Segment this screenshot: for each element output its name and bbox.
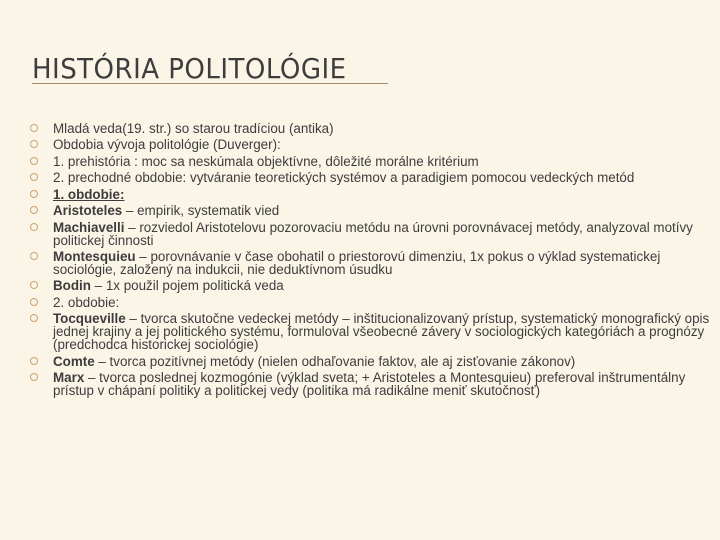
bullet-item xyxy=(30,294,710,310)
bullet-term: Machiavelli xyxy=(53,219,125,235)
bullet-icon xyxy=(30,281,38,289)
bullet-item xyxy=(30,313,710,351)
bullet-icon xyxy=(30,157,38,165)
bullet-item xyxy=(30,353,710,369)
bullet-item xyxy=(30,123,710,136)
title-underline xyxy=(32,83,388,84)
bullet-item xyxy=(30,280,710,293)
bullet-text: – 1x použil pojem politická veda xyxy=(90,278,284,294)
bullet-text: – empirik, systematik vied xyxy=(122,203,280,219)
bullet-icon xyxy=(30,140,38,148)
bullet-text: 2. prechodné obdobie: vytváranie teoretických systémov a paradigiem pomocou vedeckých metód xyxy=(53,170,635,186)
bullet-icon xyxy=(30,190,38,198)
bullet-icon xyxy=(30,373,38,381)
bullet-icon xyxy=(30,252,38,260)
bullet-item xyxy=(30,139,710,152)
bullet-text: Obdobia vývoja politológie (Duverger): xyxy=(53,137,281,153)
bullet-item xyxy=(30,205,710,218)
bullet-text: – tvorca skutočne vedeckej metódy – inštitucionalizovaný prístup, systematický monografický opis jednej krajiny a jej politického systému, formuloval všeobecné závery v sociologických kategóriách a prognózy (predchodca historickej sociológie) xyxy=(53,311,710,353)
bullet-text: Mladá veda(19. str.) so starou tradíciou (antika) xyxy=(53,121,334,136)
bullet-term: Marx xyxy=(53,370,85,385)
bullet-text: 2. obdobie: xyxy=(53,294,120,310)
bullet-term: 1. obdobie: xyxy=(53,186,125,202)
bullet-text: – rozviedol Aristotelovu pozorovaciu metódu na úrovni porovnávacej metódy, analyzoval motívy politickej činnosti xyxy=(53,219,693,248)
bullet-text: 1. prehistória : moc sa neskúmala objektívne, dôležité morálne kritérium xyxy=(53,153,479,169)
bullet-term: Bodin xyxy=(53,278,91,294)
bullet-icon xyxy=(30,124,38,132)
bullet-term: Comte xyxy=(53,353,95,369)
bullet-icon xyxy=(30,298,38,306)
bullet-icon xyxy=(30,223,38,231)
bullet-item xyxy=(30,219,710,248)
bullet-icon xyxy=(30,206,38,214)
bullet-list xyxy=(30,123,710,401)
bullet-text: – tvorca pozitívnej metódy (nielen odhaľovanie faktov, ale aj zisťovanie zákonov) xyxy=(94,353,576,369)
bullet-text: – porovnávanie v čase obohatil o priestorovú dimenziu, 1x pokus o výklad systematickej sociológie, založený na indukcii, nie deduktívnom úsudku xyxy=(53,249,661,277)
bullet-icon xyxy=(30,357,38,365)
bullet-icon xyxy=(30,314,38,322)
bullet-icon xyxy=(30,173,38,181)
bullet-item xyxy=(30,372,710,398)
bullet-item xyxy=(30,251,710,277)
bullet-item xyxy=(30,153,710,169)
bullet-item xyxy=(30,172,710,185)
bullet-term: Montesquieu xyxy=(53,249,136,265)
bullet-term: Aristoteles xyxy=(53,203,123,219)
bullet-term: Tocqueville xyxy=(53,311,126,327)
slide-title: HISTÓRIA POLITOLÓGIE xyxy=(32,52,347,85)
bullet-item xyxy=(30,186,710,202)
bullet-text: – tvorca poslednej kozmogónie (výklad sveta; + Aristoteles a Montesquieu) preferoval inštrumentálny prístup v chápaní politiky a politickej vedy (politika má radikálne meniť skutočnosť) xyxy=(53,370,686,398)
